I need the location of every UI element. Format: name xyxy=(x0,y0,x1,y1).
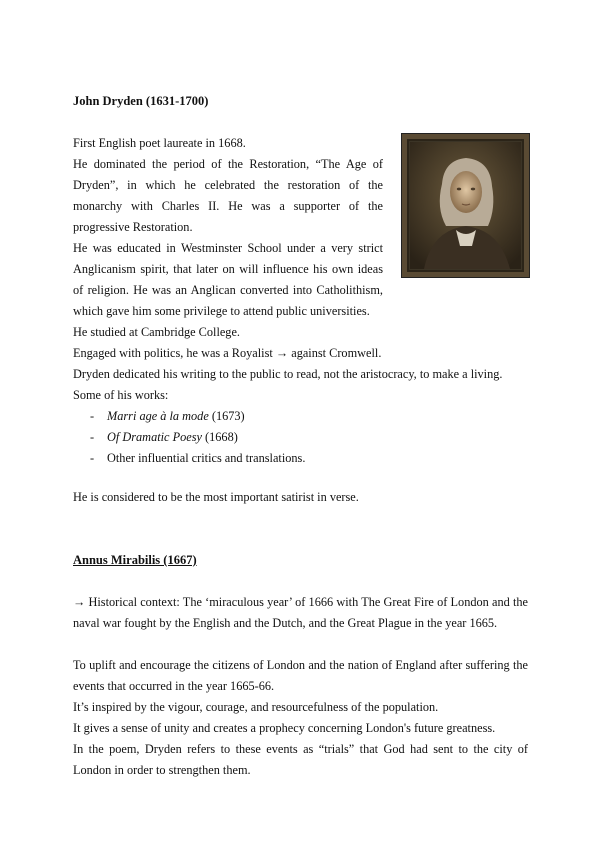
works-list xyxy=(73,406,528,469)
purpose-line-vigour: It’s inspired by the vigour, courage, and resourcefulness of the population. xyxy=(73,700,439,714)
list-item: - Marri age à la mode (1673) xyxy=(90,409,245,423)
biography-wrapped-text xyxy=(73,133,383,322)
bio-line-cambridge: He studied at Cambridge College. xyxy=(73,325,240,339)
bio-line-royalist: Engaged with politics, he was a Royalist → against Cromwell. xyxy=(73,346,382,360)
purpose-line-unity: It gives a sense of unity and creates a prophecy concerning London's future greatness. xyxy=(73,721,496,735)
work-note: Other influential critics and translations. xyxy=(107,451,306,465)
work-year: (1673) xyxy=(208,409,245,423)
context-paragraph: → Historical context: The ‘miraculous year’ of 1666 with The Great Fire of London and the naval war fought by the English and the Dutch, and the Great Plague in the year 1665. xyxy=(73,595,528,630)
biography-full-width xyxy=(73,322,528,469)
poem-purpose xyxy=(73,655,528,781)
bio-line-works-intro: Some of his works: xyxy=(73,388,169,402)
bio-paragraph-restoration: He dominated the period of the Restoration, “The Age of Dryden”, in which he celebrated the restoration of the monarchy with Charles II. He was a supporter of the progressive Restoration. xyxy=(73,157,383,234)
purpose-line-trials: In the poem, Dryden refers to these events as “trials” that God had sent to the city of London in order to strengthen them. xyxy=(73,742,528,777)
section-annus-mirabilis xyxy=(73,550,528,571)
portrait-painting xyxy=(402,134,529,277)
bio-paragraph-education: He was educated in Westminster School under a very strict Anglicanism spirit, that later on will influence his own ideas of religion. He was an Anglican converted into Catholithism, which gave him some privilege to attend public universities. xyxy=(73,241,383,318)
work-title: Of Dramatic Poesy xyxy=(107,430,202,444)
list-item: - Of Dramatic Poesy (1668) xyxy=(90,430,238,444)
historical-context xyxy=(73,592,528,634)
section-title-john-dryden: John Dryden (1631-1700) xyxy=(73,94,209,108)
section-title-annus-mirabilis: Annus Mirabilis (1667) xyxy=(73,553,197,567)
bio-line-poet-laureate: First English poet laureate in 1668. xyxy=(73,136,246,150)
purpose-paragraph: To uplift and encourage the citizens of London and the nation of England after suffering the events that occurred in the year 1665-66. xyxy=(73,658,528,693)
list-item: - Other influential critics and translations. xyxy=(90,451,306,465)
bio-line-public: Dryden dedicated his writing to the public to read, not the aristocracy, to make a living. xyxy=(73,367,503,381)
portrait-image xyxy=(401,133,530,278)
work-title: Marri age à la mode xyxy=(107,409,209,423)
section-john-dryden xyxy=(73,91,528,112)
closing-line: He is considered to be the most important satirist in verse. xyxy=(73,490,359,504)
work-year: (1668) xyxy=(201,430,238,444)
closing-statement xyxy=(73,487,528,508)
